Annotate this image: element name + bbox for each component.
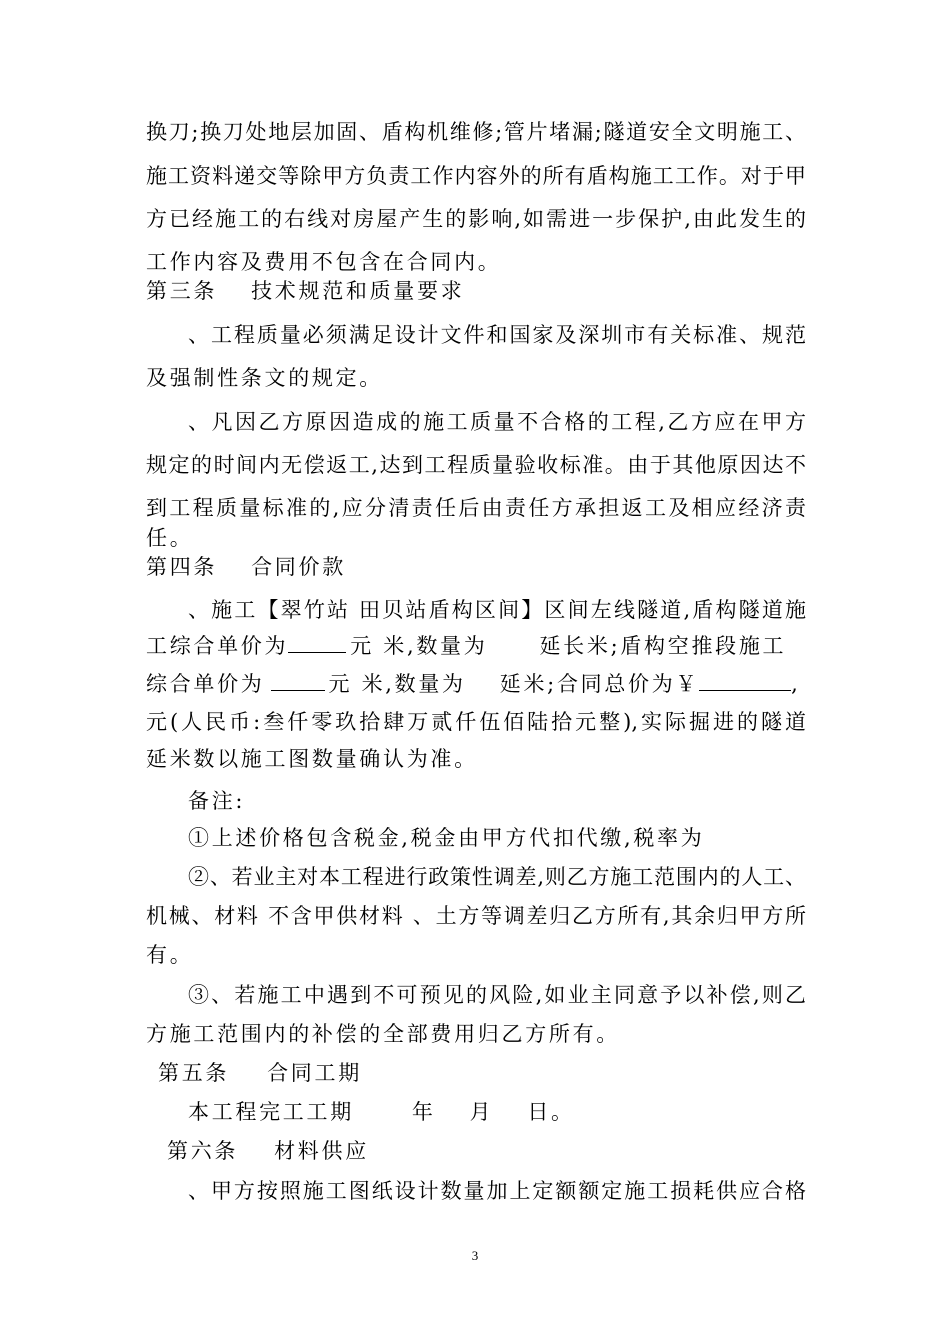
body-line: ③、若施工中遇到不可预见的风险,如业主同意予以补偿,则乙 bbox=[188, 983, 806, 1007]
body-text: 日。 bbox=[527, 1100, 575, 1124]
remarks-heading: 备注: bbox=[188, 789, 246, 813]
article-number: 第五条 bbox=[158, 1061, 230, 1085]
article-title: 合同工期 bbox=[267, 1061, 362, 1085]
article-title: 合同价款 bbox=[251, 555, 346, 579]
body-line: 方施工范围内的补偿的全部费用归乙方所有。 bbox=[146, 1022, 620, 1046]
body-line: 机械、材料 不含甲供材料 、土方等调差归乙方所有,其余归甲方所 bbox=[146, 904, 806, 928]
article-5-heading bbox=[158, 1058, 362, 1088]
body-line: 施工资料递交等除甲方负责工作内容外的所有盾构施工工作。对于甲 bbox=[146, 164, 806, 188]
body-line: 换刀;换刀处地层加固、盾构机维修;管片堵漏;隧道安全文明施工、 bbox=[146, 120, 806, 144]
body-text: , bbox=[791, 672, 801, 696]
page-number: 3 bbox=[471, 1248, 479, 1263]
body-line: 、施工【翠竹站 田贝站盾构区间】区间左线隧道,盾构隧道施 bbox=[188, 598, 806, 622]
body-text: 综合单价为 bbox=[146, 672, 265, 696]
article-3-heading bbox=[146, 276, 464, 306]
body-text: 延长米;盾构空推段施工 bbox=[539, 634, 787, 658]
article-title: 材料供应 bbox=[274, 1139, 369, 1163]
body-text: 元 米,数量为 bbox=[328, 672, 466, 696]
unit-price-line bbox=[146, 630, 786, 661]
body-text: 元 米,数量为 bbox=[350, 634, 488, 658]
article-title: 技术规范和质量要求 bbox=[251, 279, 465, 303]
body-line: 、凡因乙方原因造成的施工质量不合格的工程,乙方应在甲方 bbox=[188, 410, 806, 434]
body-line: 延米数以施工图数量确认为准。 bbox=[146, 747, 478, 771]
body-line: ②、若业主对本工程进行政策性调差,则乙方施工范围内的人工、 bbox=[188, 865, 806, 889]
body-line: ①上述价格包含税金,税金由甲方代扣代缴,税率为 bbox=[188, 826, 705, 850]
article-number: 第三条 bbox=[146, 279, 218, 303]
article-4-heading bbox=[146, 552, 346, 582]
body-line: 、工程质量必须满足设计文件和国家及深圳市有关标准、规范 bbox=[188, 323, 806, 347]
body-line: 及强制性条文的规定。 bbox=[146, 366, 383, 390]
article-number: 第六条 bbox=[167, 1139, 239, 1163]
body-text: 月 bbox=[469, 1100, 494, 1124]
body-text: 本工程完工工期 bbox=[188, 1100, 354, 1124]
body-line: 有。 bbox=[146, 943, 194, 967]
body-line: 、甲方按照施工图纸设计数量加上定额额定施工损耗供应合格 bbox=[188, 1179, 806, 1203]
body-line: 元(人民币:叁仟零玖拾肆万贰仟伍佰陆拾元整),实际掘进的隧道 bbox=[146, 710, 806, 734]
body-text: 工综合单价为 bbox=[146, 634, 289, 658]
body-line: 任。 bbox=[146, 526, 194, 550]
body-text: 年 bbox=[411, 1100, 436, 1124]
unit-price-blank bbox=[288, 630, 346, 653]
contract-total-line bbox=[146, 668, 801, 699]
article-6-heading bbox=[167, 1136, 369, 1166]
article-number: 第四条 bbox=[146, 555, 218, 579]
total-price-blank bbox=[699, 668, 791, 691]
body-line: 到工程质量标准的,应分清责任后由责任方承担返工及相应经济责 bbox=[146, 496, 806, 520]
unit-price-blank bbox=[271, 668, 325, 691]
body-line: 方已经施工的右线对房屋产生的影响,如需进一步保护,由此发生的 bbox=[146, 207, 806, 231]
body-line: 规定的时间内无偿返工,达到工程质量验收标准。由于其他原因达不 bbox=[146, 453, 806, 477]
completion-date-line bbox=[188, 1097, 575, 1127]
body-text: 延米;合同总价为￥ bbox=[499, 672, 700, 696]
body-line: 工作内容及费用不包含在合同内。 bbox=[146, 250, 502, 274]
